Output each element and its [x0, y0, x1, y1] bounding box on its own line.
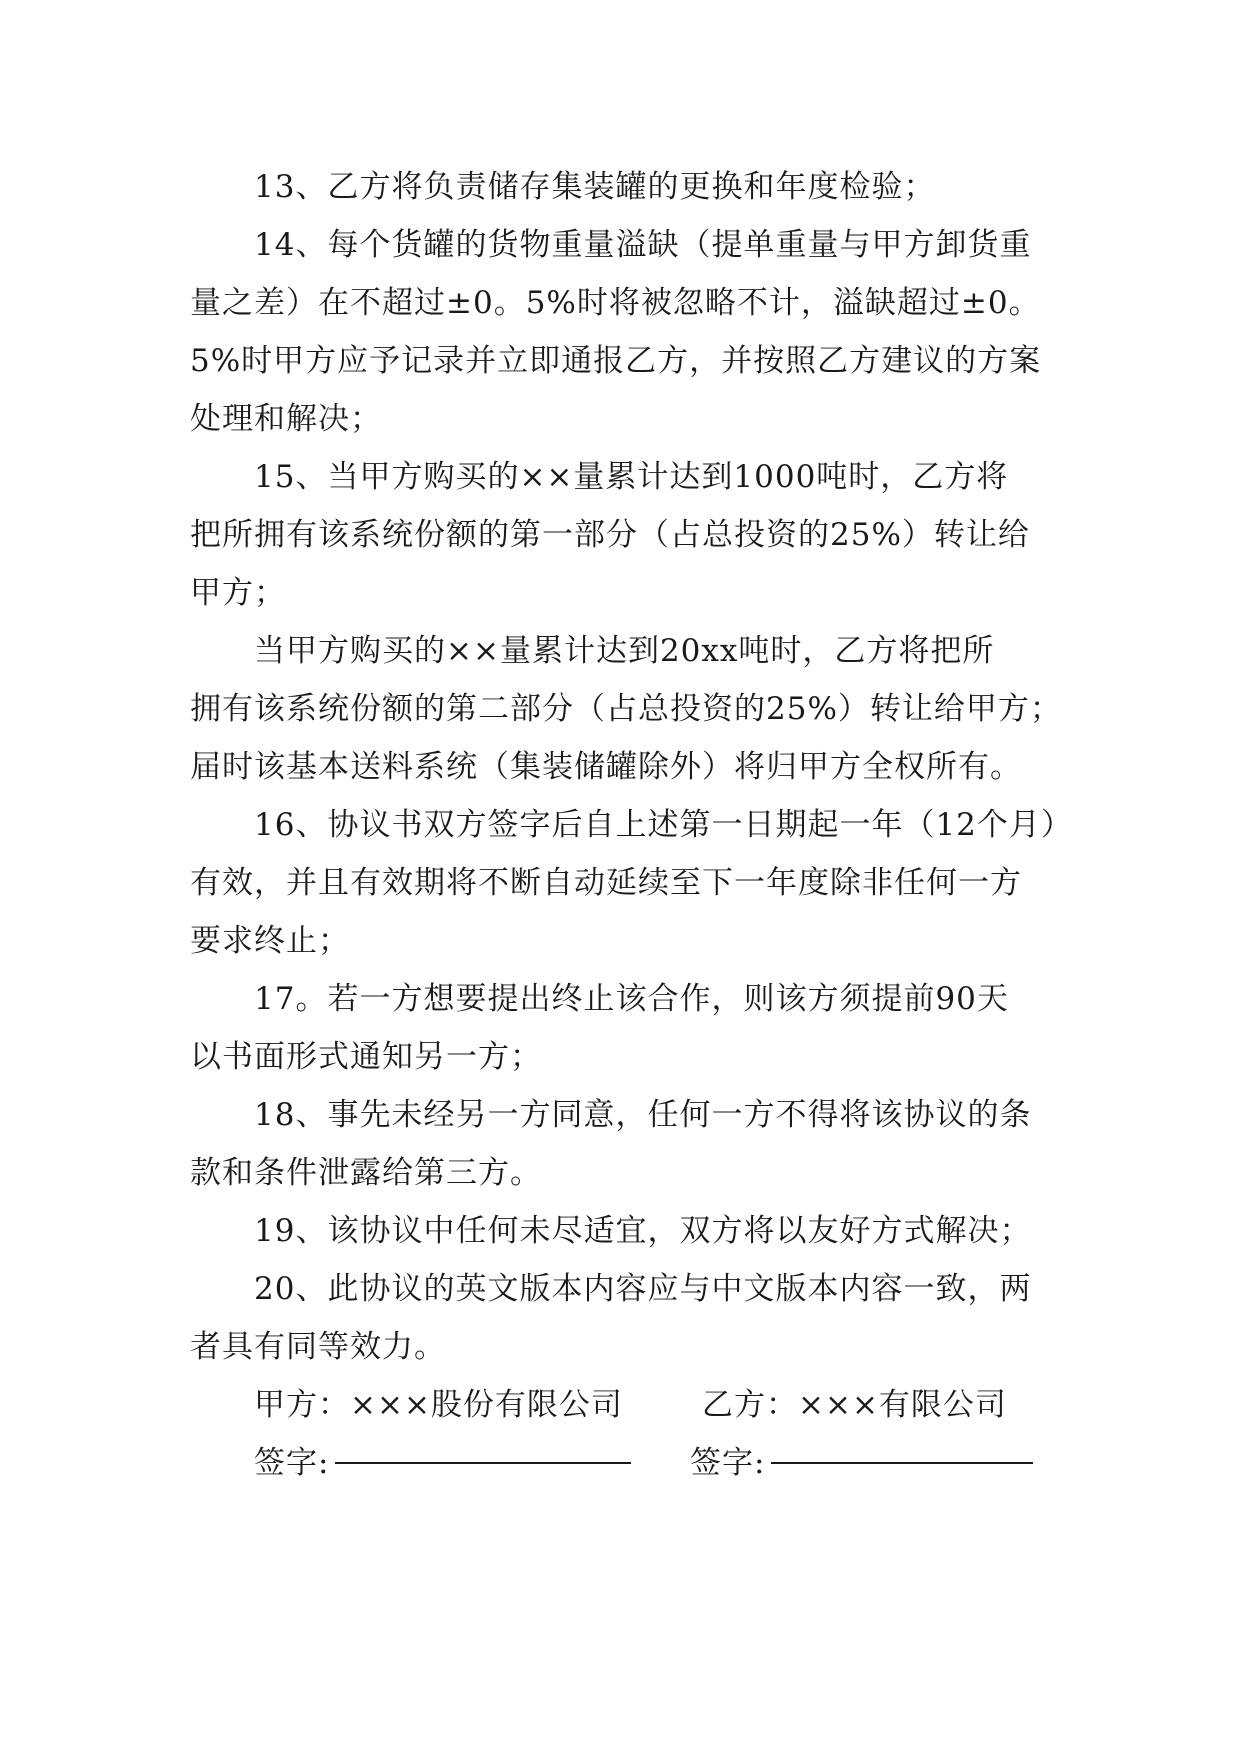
clause-16: 16、协议书双方签字后自上述第一日期起一年（12个月） — [254, 807, 1073, 843]
party-a-name: 甲方：×××股份有限公司 — [254, 1387, 623, 1423]
party-b-name: 乙方：×××有限公司 — [702, 1387, 1007, 1423]
clause-14: 14、每个货罐的货物重量溢缺（提单重量与甲方卸货重 — [254, 227, 1032, 263]
clause-18: 18、事先未经另一方同意，任何一方不得将该协议的条 — [254, 1097, 1032, 1133]
clause-15-cont: 把所拥有该系统份额的第一部分（占总投资的25%）转让给 — [190, 517, 1030, 553]
clause-15-second-cont: 拥有该系统份额的第二部分（占总投资的25%）转让给甲方； — [190, 691, 1062, 727]
party-b-sign-label: 签字: — [690, 1445, 766, 1481]
clause-14-cont: 处理和解决； — [190, 401, 382, 437]
clause-19: 19、该协议中任何未尽适宜，双方将以友好方式解决； — [254, 1213, 1032, 1249]
signature-row — [254, 1434, 1084, 1492]
clause-15-cont: 甲方； — [190, 575, 286, 611]
party-b-signature-line[interactable] — [771, 1462, 1033, 1464]
clause-16-cont: 要求终止； — [190, 923, 350, 959]
clause-18-cont: 款和条件泄露给第三方。 — [190, 1155, 542, 1191]
clause-15-second-cont: 届时该基本送料系统（集装储罐除外）将归甲方全权所有。 — [190, 749, 1022, 785]
clause-15: 15、当甲方购买的××量累计达到1000吨时，乙方将 — [254, 459, 1009, 495]
clause-15-second: 当甲方购买的××量累计达到20xx吨时，乙方将把所 — [254, 633, 995, 669]
party-a-signature-line[interactable] — [335, 1462, 631, 1464]
clause-13: 13、乙方将负责储存集装罐的更换和年度检验； — [254, 169, 936, 205]
clause-14-cont: 量之差）在不超过±0。5%时将被忽略不计，溢缺超过±0。 — [190, 285, 1041, 321]
clause-20-cont: 者具有同等效力。 — [190, 1329, 446, 1365]
clause-14-cont: 5%时甲方应予记录并立即通报乙方，并按照乙方建议的方案 — [190, 343, 1042, 379]
party-a-sign-label: 签字: — [254, 1445, 330, 1481]
clause-17-cont: 以书面形式通知另一方； — [190, 1039, 542, 1075]
signature-block — [254, 1376, 1084, 1492]
clause-16-cont: 有效，并且有效期将不断自动延续至下一年度除非任何一方 — [190, 865, 1022, 901]
agreement-clauses — [190, 158, 1073, 1376]
clause-17: 17。若一方想要提出终止该合作，则该方须提前90天 — [254, 981, 1009, 1017]
party-b-sign-group — [690, 1434, 1033, 1492]
party-row — [254, 1376, 1084, 1434]
clause-20: 20、此协议的英文版本内容应与中文版本内容一致，两 — [254, 1271, 1032, 1307]
